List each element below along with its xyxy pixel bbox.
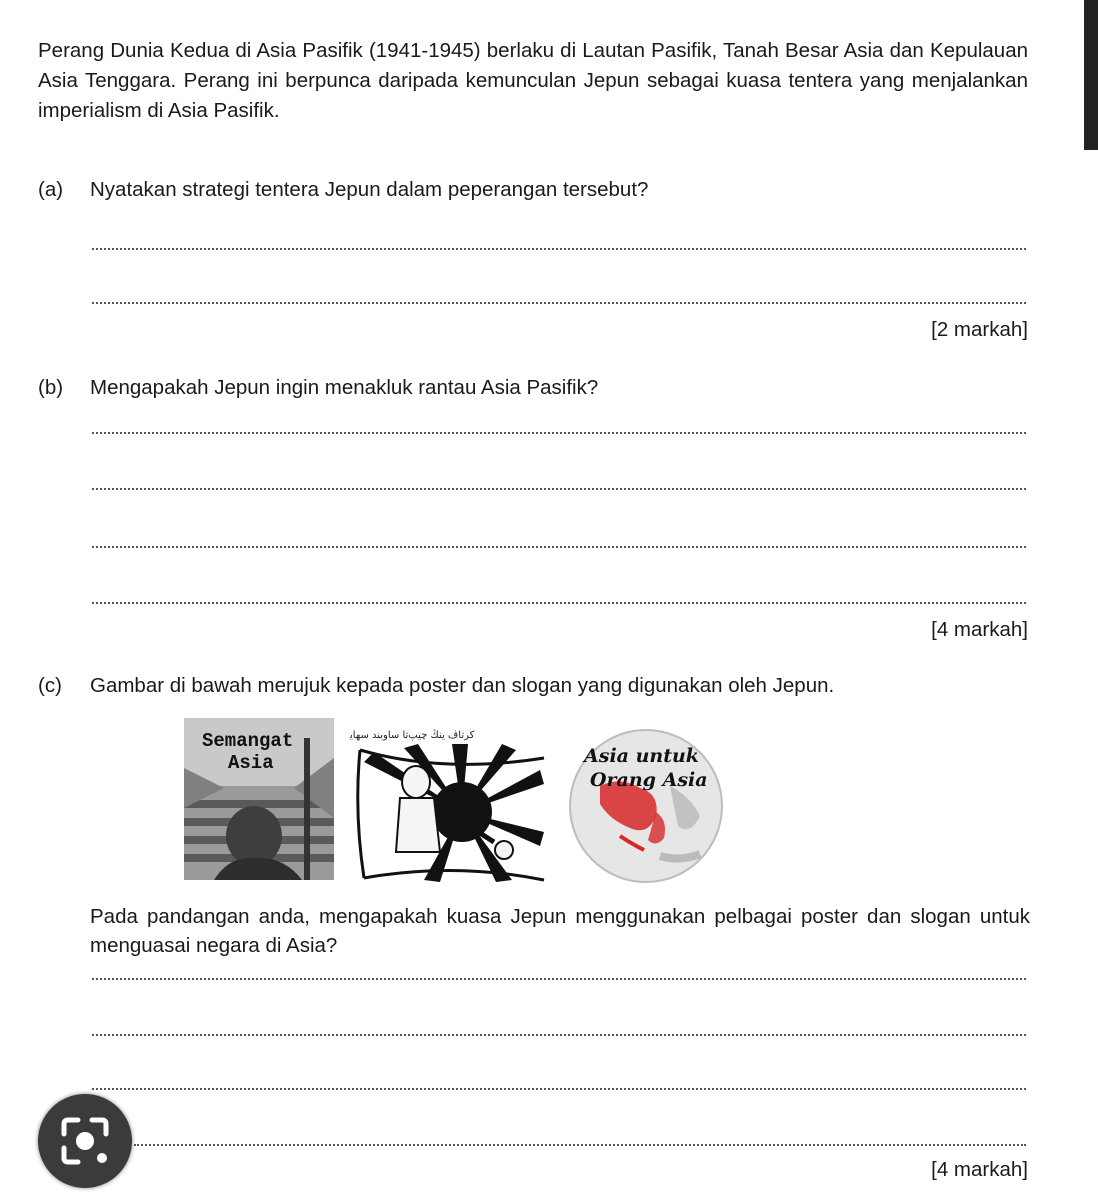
question-c <box>38 672 834 700</box>
poster-rising-sun <box>344 722 550 884</box>
question-b-marks: [4 markah] <box>931 618 1028 641</box>
answer-line[interactable] <box>92 544 1026 548</box>
camera-lens-button[interactable] <box>38 1094 132 1188</box>
poster2-header: ﮐﺮﺗﺎڤ ﻳﻨﯔ ﭼﯿﭗتا ﺳﺎوﺑﻨﺪ ﺳﻬﺎﻳ <box>350 730 475 741</box>
question-b-text: Mengapakah Jepun ingin menakluk rantau Asia Pasifik? <box>90 376 599 399</box>
poster1-line1: Semangat <box>202 730 294 752</box>
question-a-marks: [2 markah] <box>931 318 1028 341</box>
question-a-label: (a) <box>38 178 64 201</box>
question-a-text: Nyatakan strategi tentera Jepun dalam peperangan tersebut? <box>90 178 649 201</box>
poster-asia-untuk-orang-asia <box>560 716 724 884</box>
intro-paragraph: Perang Dunia Kedua di Asia Pasifik (1941-1945) berlaku di Lautan Pasifik, Tanah Besar Asia dan Kepulauan Asia Tenggara. Perang ini berpunca daripada kemunculan Jepun sebagai kuasa tentera yang menjalankan imperialism di Asia Pasifik. <box>38 39 1028 122</box>
answer-line[interactable] <box>92 300 1026 304</box>
question-c-text: Gambar di bawah merujuk kepada poster dan slogan yang digunakan oleh Jepun. <box>90 674 835 697</box>
answer-line[interactable] <box>92 1086 1026 1090</box>
screen-edge-strip <box>1084 0 1098 150</box>
answer-line[interactable] <box>92 1032 1026 1036</box>
answer-line[interactable] <box>92 430 1026 434</box>
answer-line[interactable] <box>92 600 1026 604</box>
question-b <box>38 374 598 402</box>
poster-semangat-asia <box>184 718 334 880</box>
question-c-label: (c) <box>38 674 62 697</box>
question-c-follow-up: Pada pandangan anda, mengapakah kuasa Jepun menggunakan pelbagai poster dan slogan untuk menguasai negara di Asia? <box>90 905 1030 957</box>
question-c-marks: [4 markah] <box>931 1158 1028 1181</box>
poster3-line2: Orang Asia <box>590 769 708 791</box>
poster3-line1: Asia untuk <box>584 745 699 767</box>
question-a <box>38 176 648 204</box>
answer-line[interactable] <box>92 246 1026 250</box>
answer-line[interactable] <box>134 1142 1026 1146</box>
poster1-line2: Asia <box>228 752 274 774</box>
question-b-label: (b) <box>38 376 64 399</box>
camera-lens-icon <box>38 1094 132 1188</box>
answer-line[interactable] <box>92 976 1026 980</box>
answer-line[interactable] <box>92 486 1026 490</box>
